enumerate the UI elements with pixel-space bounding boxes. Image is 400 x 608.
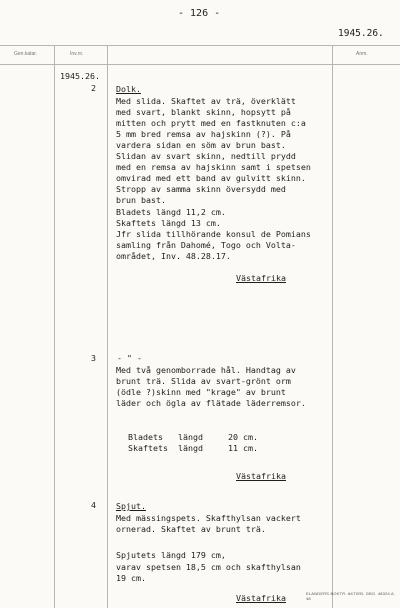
entry-line: 19 cm. xyxy=(116,573,146,583)
entry-line: brun bast. xyxy=(116,195,166,205)
entry-number: 3 xyxy=(91,353,96,363)
measure-word: längd xyxy=(178,432,203,442)
entry-line: samling från Dahomé, Togo och Volta- xyxy=(116,240,296,250)
header-year: 1945.26. xyxy=(338,28,384,39)
entry-title: - " - xyxy=(117,353,142,363)
column-divider-notes xyxy=(332,45,333,608)
entry-title: Dolk. xyxy=(116,84,141,94)
entry-line: brunt trä. Slida av svart-grönt orm xyxy=(116,376,291,386)
entry-line: vardera sidan en söm av brun bast. xyxy=(116,140,286,150)
entry-line: mitten och prytt med en fastknuten c:a xyxy=(116,118,306,128)
entry-line: varav spetsen 18,5 cm och skafthylsan xyxy=(116,562,301,572)
measure-value: 11 cm. xyxy=(228,443,258,453)
entry-line: Med slida. Skaftet av trä, överklätt xyxy=(116,96,296,106)
measure-value: 20 cm. xyxy=(228,432,258,442)
column-label-catalog: Gen.katar. xyxy=(14,51,38,57)
entry-number: 4 xyxy=(91,500,96,510)
measure-label: Skaftets xyxy=(128,443,168,453)
column-divider-inventory xyxy=(107,45,108,608)
printer-imprint: ELANDERS BOKTR. AKTIEB. GBG. 48324 A. 48 xyxy=(306,591,396,601)
entry-year: 1945.26. xyxy=(60,71,100,81)
entry-title: Spjut. xyxy=(116,501,146,511)
column-divider-catalog xyxy=(54,45,55,608)
entry-line: Med två genomborrade hål. Handtag av xyxy=(116,365,296,375)
entry-line: Bladets längd 11,2 cm. xyxy=(116,207,226,217)
column-label-inventory: Inv.nr. xyxy=(70,51,84,57)
measure-label: Bladets xyxy=(128,432,163,442)
header-rule-bottom xyxy=(0,64,400,65)
entry-line: Skaftets längd 13 cm. xyxy=(116,218,221,228)
page-number: - 126 - xyxy=(178,8,221,19)
entry-line: omvirad med ett band av gulvitt skinn. xyxy=(116,173,306,183)
entry-line: Slidan av svart skinn, nedtill prydd xyxy=(116,151,296,161)
entry-line: 5 mm bred remsa av hajskinn (?). På xyxy=(116,129,291,139)
column-label-notes: Anm. xyxy=(356,51,368,57)
entry-line: ornerad. Skaftet av brunt trä. xyxy=(116,524,266,534)
region-label: Västafrika xyxy=(236,471,286,481)
entry-number: 2 xyxy=(91,83,96,93)
entry-line: Spjutets längd 179 cm, xyxy=(116,550,226,560)
entry-line: med svart, blankt skinn, hopsytt på xyxy=(116,107,291,117)
entry-line: Jfr slida tillhörande konsul de Pomians xyxy=(116,229,311,239)
header-rule-top xyxy=(0,45,400,46)
entry-line: (ödle ?)skinn med "krage" av brunt xyxy=(116,387,286,397)
measure-word: längd xyxy=(178,443,203,453)
entry-line: läder och ögla av flätade läderremsor. xyxy=(116,398,306,408)
entry-line: med en remsa av hajskinn samt i spetsen xyxy=(116,162,311,172)
region-label: Västafrika xyxy=(236,593,286,603)
region-label: Västafrika xyxy=(236,273,286,283)
entry-line: området, Inv. 48.28.17. xyxy=(116,251,231,261)
entry-line: Stropp av samma skinn översydd med xyxy=(116,184,286,194)
entry-line: Med mässingspets. Skafthylsan vackert xyxy=(116,513,301,523)
